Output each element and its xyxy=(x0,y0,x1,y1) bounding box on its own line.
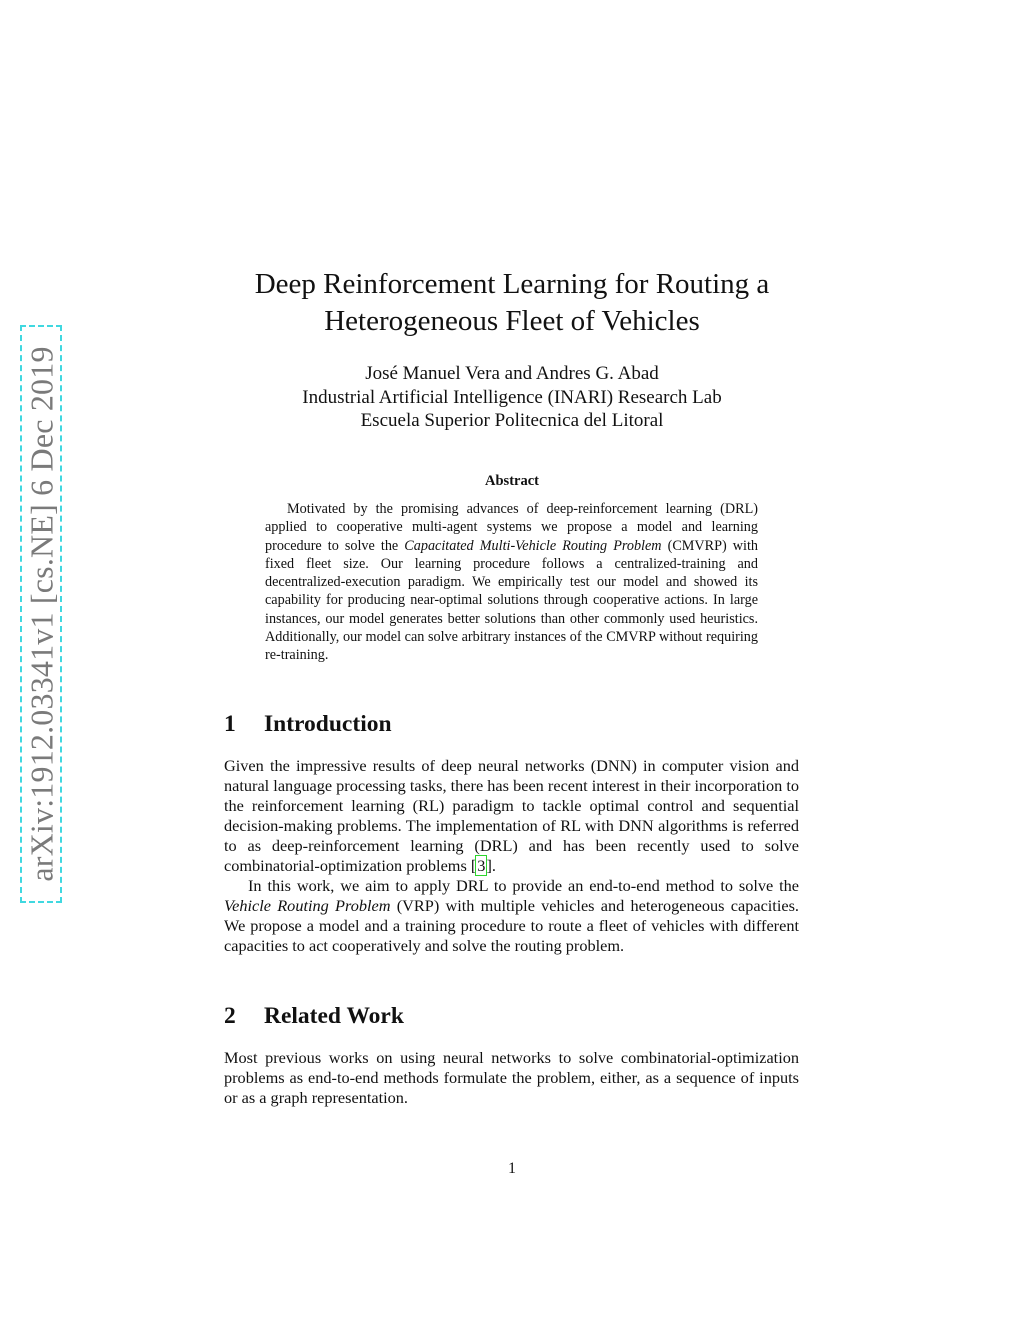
author-affiliation-school: Escuela Superior Politecnica del Litoral xyxy=(360,410,664,431)
intro-text: Given the impressive results of deep neural networks (DNN) in computer vision and natural language processing tasks, there has been recent interest in their incorporation to the reinforcement learning (RL) paradigm to tackle optimal control and sequential decision-making problems. The implementation of RL with DNN algorithms is referred to as deep-reinforcement learning (DRL) and has been recently used to solve combinatorial-optimization problems xyxy=(224,756,799,875)
intro-paragraph-2 xyxy=(224,876,799,956)
page-number: 1 xyxy=(508,1160,516,1177)
section-title: Related Work xyxy=(264,1003,404,1029)
title-line-1: Deep Reinforcement Learning for Routing a xyxy=(254,268,770,300)
intro-emphasis: Vehicle Routing Problem xyxy=(224,896,391,915)
section-title: Introduction xyxy=(264,711,392,737)
intro-text-2a: In this work, we aim to apply DRL to provide an end-to-end method to solve the xyxy=(248,876,799,895)
author-block xyxy=(0,362,1024,433)
abstract-body xyxy=(265,500,758,665)
intro-paragraph-1: Given the impressive results of deep neural networks (DNN) in computer vision and natural language processing tasks, there has been recent interest in their incorporation to the reinforcement learning (RL) paradigm to tackle optimal control and sequential decision-making problems. The implementation of RL with DNN algorithms is referred to as deep-reinforcement learning (DRL) and has been recently used to solve combinatorial-optimization problems [3]. xyxy=(224,756,799,875)
related-work-paragraph-1: Most previous works on using neural networks to solve combinatorial-optimization problems as end-to-end methods formulate the problem, either, as a sequence of inputs or as a graph representation. xyxy=(224,1048,799,1107)
intro-text-2b: (VRP) with multiple vehicles and heterogeneous capacities. We propose a model and a training procedure to route a fleet of vehicles with different capacities to act cooperatively and solve the routing problem. xyxy=(224,896,799,955)
section-number: 1 xyxy=(224,711,236,737)
abstract-text-part-1: Motivated by the promising advances of deep-reinforcement learning (DRL) applied to cooperative multi-agent systems we propose a model and learning procedure to solve the xyxy=(265,501,758,554)
paper-title xyxy=(0,266,1024,340)
abstract-text-part-2: (CMVRP) with fixed fleet size. Our learning procedure follows a centralized-training and decentralized-execution paradigm. We empirically test our model and showed its capability for producing near-optimal solutions through cooperative actions. In large instances, our model generates better solutions than other commonly used heuristics. Additionally, our model can solve arbitrary instances of the CMVRP without requiring re-training. xyxy=(265,537,759,664)
title-line-2: Heterogeneous Fleet of Vehicles xyxy=(324,305,700,337)
abstract-heading: Abstract xyxy=(485,473,539,489)
abstract-emphasis: Capacitated Multi-Vehicle Routing Problem xyxy=(404,537,662,554)
section-number: 2 xyxy=(224,1003,236,1029)
author-names: José Manuel Vera and Andres G. Abad xyxy=(365,363,659,384)
citation-link[interactable]: 3 xyxy=(477,856,486,875)
author-affiliation-lab: Industrial Artificial Intelligence (INARI) Research Lab xyxy=(302,386,722,408)
section-heading-introduction xyxy=(224,711,392,738)
arxiv-stamp-text: arXiv:1912.03341v1 [cs.NE] 6 Dec 2019 xyxy=(23,346,60,882)
section-heading-related-work xyxy=(224,1003,404,1030)
